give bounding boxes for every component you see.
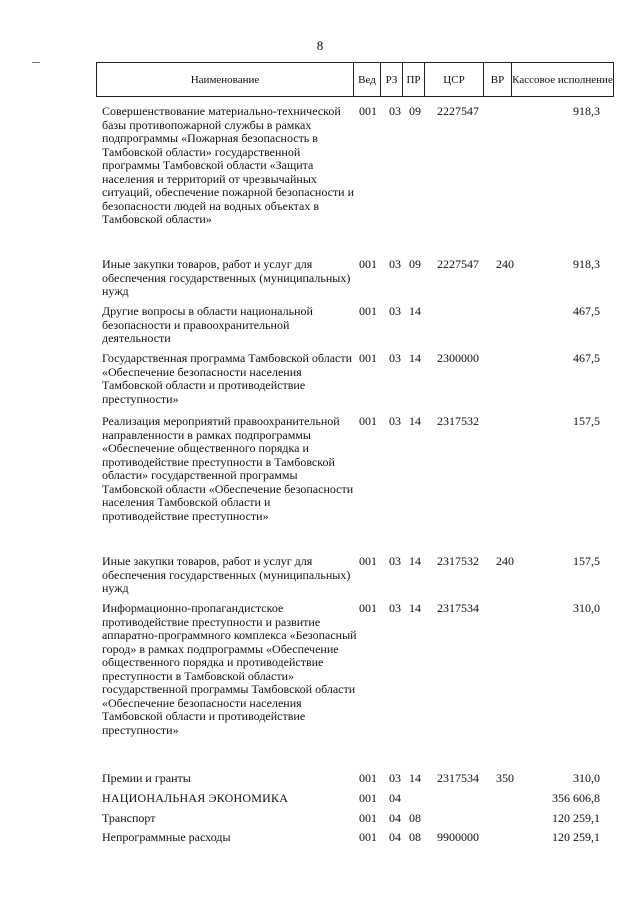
page-number: 8	[316, 38, 324, 53]
row-name: Премии и гранты	[102, 771, 191, 785]
row-ved: 001	[359, 771, 377, 785]
header-ved: Вед	[354, 63, 381, 96]
row-sum: 157,5	[573, 554, 600, 568]
scan-artifact	[32, 62, 40, 63]
row-csr: 9900000	[437, 830, 479, 844]
row-sum: 918,3	[573, 257, 600, 271]
row-name: Совершенствование материально-технической базы противопожарной службы в рамках подпрограммы «Пожарная безопасность в Тамбовской области» государственной программы Тамбовской области «Защита населения и территорий от чрезвычайных ситуаций, обеспечение пожарной безопасности и безопасности людей на водных объектах в Тамбовской области»	[102, 104, 355, 226]
row-sum: 356 606,8	[552, 791, 600, 805]
row-rz: 03	[389, 351, 401, 365]
row-pr: 09	[409, 104, 421, 118]
table-header	[96, 62, 614, 97]
row-ved: 001	[359, 791, 377, 805]
row-name: Другие вопросы в области национальной безопасности и правоохранительной деятельности	[102, 304, 313, 345]
row-ved: 001	[359, 830, 377, 844]
row-pr: 08	[409, 830, 421, 844]
row-ved: 001	[359, 414, 377, 428]
row-pr: 09	[409, 257, 421, 271]
row-sum: 310,0	[573, 601, 600, 615]
row-vr: 350	[496, 771, 514, 785]
row-ved: 001	[359, 811, 377, 825]
row-pr: 14	[409, 351, 421, 365]
row-ved: 001	[359, 257, 377, 271]
row-ved: 001	[359, 104, 377, 118]
row-sum: 157,5	[573, 414, 600, 428]
header-sum: Кассовое исполнение	[512, 73, 613, 86]
row-name: Иные закупки товаров, работ и услуг для обеспечения государственных (муниципальных) нужд	[102, 554, 351, 595]
header-name: Наименование	[97, 63, 354, 96]
row-sum: 467,5	[573, 351, 600, 365]
row-rz: 04	[389, 791, 401, 805]
row-pr: 14	[409, 414, 421, 428]
row-rz: 03	[389, 414, 401, 428]
row-csr: 2227547	[437, 257, 479, 271]
row-csr: 2227547	[437, 104, 479, 118]
row-rz: 03	[389, 554, 401, 568]
row-name: Непрограммные расходы	[102, 830, 231, 844]
row-csr: 2300000	[437, 351, 479, 365]
row-csr: 2317532	[437, 554, 479, 568]
header-pr: ПР	[403, 63, 425, 96]
row-pr: 14	[409, 304, 421, 318]
row-csr: 2317532	[437, 414, 479, 428]
row-pr: 14	[409, 554, 421, 568]
row-vr: 240	[496, 257, 514, 271]
row-rz: 03	[389, 304, 401, 318]
row-rz: 03	[389, 257, 401, 271]
row-name: Государственная программа Тамбовской области «Обеспечение безопасности населения Тамбовской области и противодействие преступности»	[102, 351, 353, 406]
row-ved: 001	[359, 304, 377, 318]
row-name: Транспорт	[102, 811, 156, 825]
row-ved: 001	[359, 601, 377, 615]
row-name: НАЦИОНАЛЬНАЯ ЭКОНОМИКА	[102, 791, 289, 805]
row-rz: 03	[389, 104, 401, 118]
row-sum: 918,3	[573, 104, 600, 118]
row-rz: 04	[389, 811, 401, 825]
row-sum: 467,5	[573, 304, 600, 318]
row-pr: 08	[409, 811, 421, 825]
header-csr: ЦСР	[425, 63, 484, 96]
row-name: Иные закупки товаров, работ и услуг для обеспечения государственных (муниципальных) нужд	[102, 257, 351, 298]
row-vr: 240	[496, 554, 514, 568]
row-sum: 120 259,1	[552, 811, 600, 825]
row-csr: 2317534	[437, 771, 479, 785]
row-ved: 001	[359, 554, 377, 568]
row-rz: 04	[389, 830, 401, 844]
row-csr: 2317534	[437, 601, 479, 615]
header-vr: ВР	[484, 63, 512, 96]
header-rz: РЗ	[381, 63, 403, 96]
row-pr: 14	[409, 601, 421, 615]
row-name: Информационно-пропагандистское противодействие преступности и развитие аппаратно-программного комплекса «Безопасный город» в рамках подпрограммы «Обеспечение общественного порядка и противодействие преступности в Тамбовской области» государственной программы Тамбовской области «Обеспечение безопасности населения Тамбовской области и противодействие преступности»	[102, 601, 357, 737]
row-ved: 001	[359, 351, 377, 365]
row-rz: 03	[389, 771, 401, 785]
row-sum: 120 259,1	[552, 830, 600, 844]
row-pr: 14	[409, 771, 421, 785]
row-sum: 310,0	[573, 771, 600, 785]
row-rz: 03	[389, 601, 401, 615]
row-name: Реализация мероприятий правоохранительной направленности в рамках подпрограммы «Обеспечение общественного порядка и противодействие преступности в Тамбовской области» государственной программы Тамбовской области «Обеспечение безопасности населения Тамбовской области и противодействие преступности»	[102, 414, 354, 523]
